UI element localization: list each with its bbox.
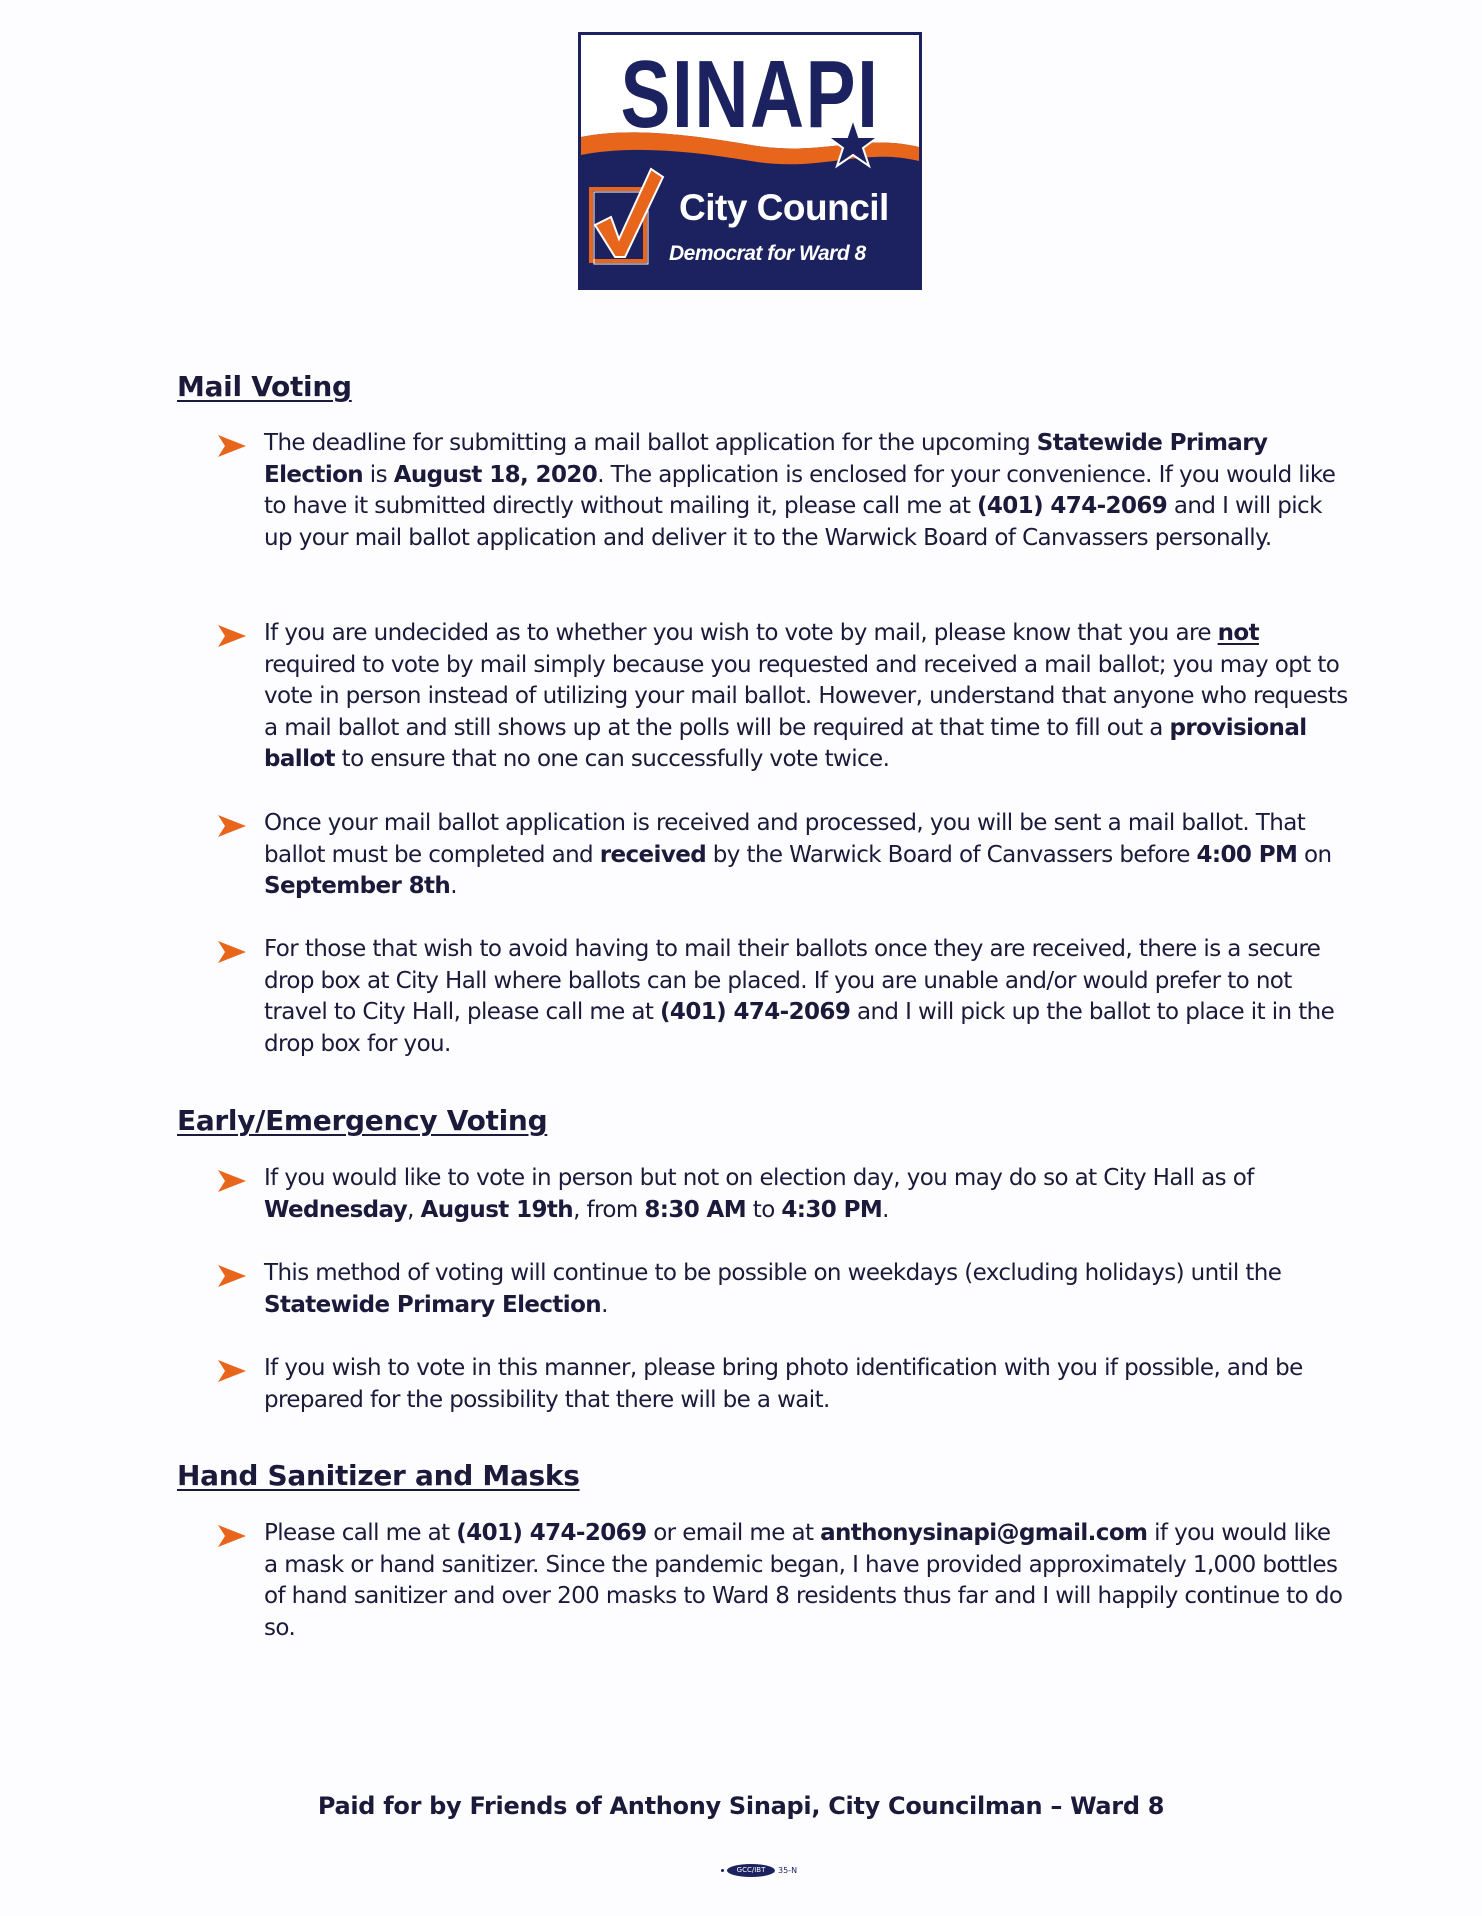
emphasis-text: anthonysinapi@gmail.com bbox=[820, 1520, 1148, 1546]
list-item bbox=[218, 1353, 1348, 1416]
section-heading-mail-voting: Mail Voting bbox=[177, 370, 352, 403]
arrow-bullet-icon bbox=[218, 435, 246, 457]
emphasis-text: not bbox=[1217, 620, 1259, 646]
logo-candidate-name: SINAPI bbox=[620, 41, 880, 148]
arrow-bullet-icon bbox=[218, 941, 246, 963]
emphasis-text: Wednesday bbox=[264, 1196, 408, 1223]
bullet-text: For those that wish to avoid having to mail their ballots once they are received, there is a secure drop box at City Hall where ballots can be placed. If you are unable and/or would prefer to not travel to City Hall, please call me at (401) 474-2069 and I will pick up the ballot to place it in the drop box for you. bbox=[264, 936, 1335, 1057]
arrow-bullet-icon bbox=[218, 625, 246, 647]
emphasis-text: (401) 474-2069 bbox=[456, 1520, 647, 1546]
emphasis-text: September 8th bbox=[264, 873, 451, 899]
logo-subtitle: Democrat for Ward 8 bbox=[669, 242, 866, 265]
arrow-bullet-icon bbox=[218, 1265, 246, 1287]
emphasis-text: 4:00 PM bbox=[1196, 841, 1298, 868]
arrow-bullet-icon bbox=[218, 1360, 246, 1382]
emphasis-text: provisional ballot bbox=[264, 714, 1307, 772]
emphasis-text: Statewide Primary Election bbox=[264, 430, 1268, 488]
union-bug-logo: GCC/IBT bbox=[727, 1864, 775, 1877]
list-item bbox=[218, 428, 1348, 554]
section-heading-hand-sanitizer: Hand Sanitizer and Masks bbox=[177, 1459, 580, 1492]
emphasis-text: Statewide Primary Election bbox=[264, 1291, 602, 1318]
section-heading-early-voting: Early/Emergency Voting bbox=[177, 1104, 548, 1137]
union-code: 35-N bbox=[778, 1866, 798, 1875]
list-item bbox=[218, 1518, 1348, 1644]
bullet-text: This method of voting will continue to be possible on weekdays (excluding holidays) until the Statewide Primary Election. bbox=[264, 1260, 1282, 1318]
list-item bbox=[218, 1258, 1348, 1321]
emphasis-text: 8:30 AM bbox=[644, 1196, 747, 1223]
bullet-text: Please call me at (401) 474-2069 or email me at anthonysinapi@gmail.com if you would like a mask or hand sanitizer. Since the pandemic began, I have provided approximately 1,000 bottles of hand sanitizer and over 200 masks to Ward 8 residents thus far and I will happily continue to do so. bbox=[264, 1520, 1343, 1641]
checkbox-check-icon bbox=[591, 169, 663, 264]
emphasis-text: (401) 474-2069 bbox=[976, 493, 1168, 519]
bullet-text: Once your mail ballot application is received and processed, you will be sent a mail ballot. That ballot must be completed and received by the Warwick Board of Canvassers before 4:00 PM on September 8th. bbox=[264, 810, 1332, 899]
bullet-text: If you are undecided as to whether you wish to vote by mail, please know that you are not required to vote by mail simply because you requested and received a mail ballot; you may opt to vote in person instead of utilizing your mail ballot. However, understand that anyone who requests a mail ballot and still shows up at the polls will be required at that time to fill out a provisional ballot to ensure that no one can successfully vote twice. bbox=[264, 620, 1348, 772]
arrow-bullet-icon bbox=[218, 1170, 246, 1192]
bullet-text: If you would like to vote in person but not on election day, you may do so at City Hall as of Wednesday, August 19th, from 8:30 AM to 4:30 PM. bbox=[264, 1165, 1254, 1223]
emphasis-text: August 19th bbox=[420, 1196, 574, 1223]
list-item bbox=[218, 618, 1348, 776]
emphasis-text: received bbox=[599, 841, 707, 868]
paid-for-disclaimer: Paid for by Friends of Anthony Sinapi, City Councilman – Ward 8 bbox=[317, 1792, 1165, 1820]
union-dot bbox=[721, 1869, 724, 1872]
list-item bbox=[218, 1163, 1348, 1226]
arrow-bullet-icon bbox=[218, 815, 246, 837]
list-item bbox=[218, 934, 1348, 1060]
emphasis-text: 4:30 PM bbox=[781, 1196, 883, 1223]
list-item bbox=[218, 808, 1348, 903]
campaign-logo bbox=[578, 32, 922, 290]
emphasis-text: (401) 474-2069 bbox=[660, 999, 851, 1025]
emphasis-text: August 18, 2020 bbox=[393, 461, 598, 488]
union-bug bbox=[721, 1864, 797, 1877]
arrow-bullet-icon bbox=[218, 1525, 246, 1547]
bullet-text: If you wish to vote in this manner, please bring photo identification with you if possible, and be prepared for the possibility that there will be a wait. bbox=[264, 1355, 1303, 1413]
logo-office: City Council bbox=[679, 187, 889, 228]
bullet-text: The deadline for submitting a mail ballot application for the upcoming Statewide Primary Election is August 18, 2020. The application is enclosed for your convenience. If you would like to have it submitted directly without mailing it, please call me at (401) 474-2069 and I will pick up your mail ballot application and deliver it to the Warwick Board of Canvassers personally. bbox=[264, 430, 1336, 551]
